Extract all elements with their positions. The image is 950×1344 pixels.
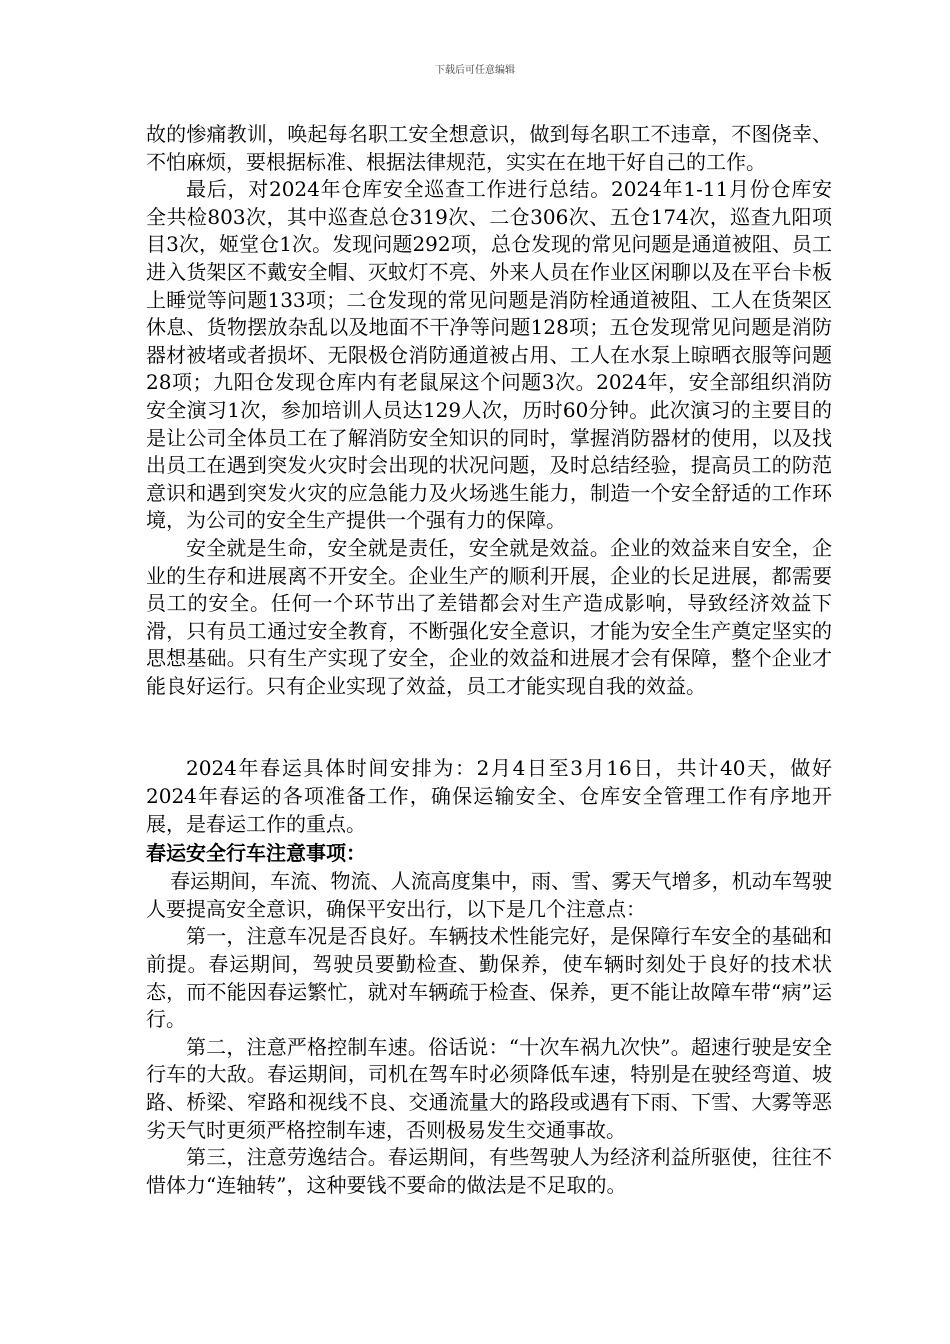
page-header: 下载后可任意编辑 bbox=[435, 65, 515, 76]
document-body bbox=[146, 121, 832, 1199]
paragraph-inspection-summary: 最后，对2024年仓库安全巡查工作进行总结。2024年1-11月份仓库安全共检803次，其中巡查总仓319次、二仓306次、五仓174次，巡查九阳项目3次，姬堂仓1次。发现问题292项，总仓发现的常见问题是通道被阻、员工进入货架区不戴安全帽、灭蚊灯不亮、外来人员在作业区闲聊以及在平台卡板上睡觉等问题133项；二仓发现的常见问题是消防栓通道被阻、工人在货架区休息、货物摆放杂乱以及地面不干净等问题128项；五仓发现常见问题是消防器材被堵或者损坏、无限极仓消防通道被占用、工人在水泵上晾晒衣服等问题28项；九阳仓发现仓库内有老鼠屎这个问题3次。2024年，安全部组织消防安全演习1次，参加培训人员达129人次，历时60分钟。此次演习的主要目的是让公司全体员工在了解消防安全知识的同时，掌握消防器材的使用，以及找出员工在遇到突发火灾时会出现的状况问题，及时总结经验，提高员工的防范意识和遇到突发火灾的应急能力及火场逃生能力，制造一个安全舒适的工作环境，为公司的安全生产提供一个强有力的保障。 bbox=[146, 177, 832, 533]
paragraph-point-two: 第二，注意严格控制车速。俗话说：“十次车祸九次快”。超速行驶是安全行车的大敌。春运期间，司机在驾车时必须降低车速，特别是在驶经弯道、坡路、桥梁、窄路和视线不良、交通流量大的路段或遇有下雨、下雪、大雾等恶劣天气时更须严格控制车速，否则极易发生交通事故。 bbox=[146, 1034, 832, 1142]
paragraph-driving-intro: 春运期间，车流、物流、人流高度集中，雨、雪、雾天气增多，机动车驾驶人要提高安全意识，确保平安出行，以下是几个注意点： bbox=[146, 869, 832, 921]
section-gap bbox=[146, 700, 832, 755]
paragraph-continuation: 故的惨痛教训，唤起每名职工安全想意识，做到每名职工不违章，不图侥幸、不怕麻烦，要根据标准、根据法律规范，实实在在地干好自己的工作。 bbox=[146, 122, 832, 174]
section-heading: 春运安全行车注意事项： bbox=[146, 841, 366, 866]
paragraph-safety-value: 安全就是生命，安全就是责任，安全就是效益。企业的效益来自安全，企业的生存和进展离不开安全。企业生产的顺利开展，企业的长足进展，都需要员工的安全。任何一个环节出了差错都会对生产造成影响，导致经济效益下滑，只有员工通过安全教育，不断强化安全意识，才能为安全生产奠定坚实的思想基础。只有生产实现了安全，企业的效益和进展才会有保障，整个企业才能良好运行。只有企业实现了效益，员工才能实现自我的效益。 bbox=[146, 535, 832, 698]
paragraph-spring-festival-schedule: 2024年春运具体时间安排为：2月4日至3月16日，共计40天，做好2024年春运的各项准备工作，确保运输安全、仓库安全管理工作有序地开展，是春运工作的重点。 bbox=[146, 756, 832, 836]
paragraph-point-one: 第一，注意车况是否良好。车辆技术性能完好，是保障行车安全的基础和前提。春运期间，驾驶员要勤检查、勤保养，使车辆时刻处于良好的技术状态，而不能因春运繁忙，就对车辆疏于检查、保养，更不能让故障车带“病”运行。 bbox=[146, 924, 832, 1032]
paragraph-point-three: 第三，注意劳逸结合。春运期间，有些驾驶人为经济利益所驱使，往往不惜体力“连轴转”，这种要钱不要命的做法是不足取的。 bbox=[146, 1145, 832, 1197]
